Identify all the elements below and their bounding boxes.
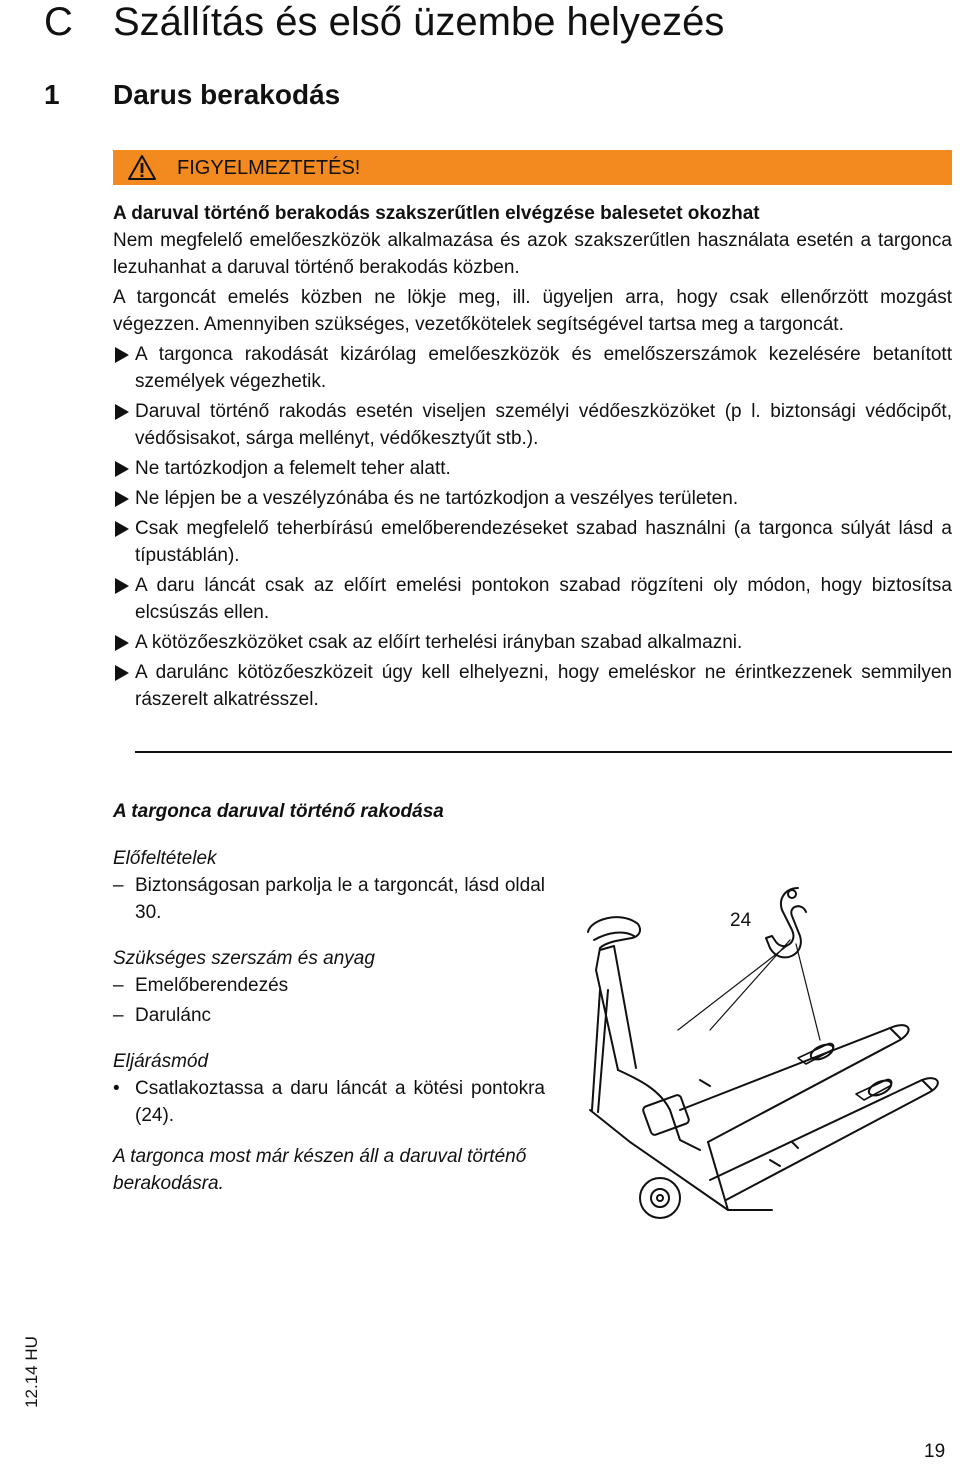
tools-heading: Szükséges szerszám és anyag (113, 948, 375, 969)
arrow-right-icon (115, 578, 129, 594)
prerequisites-heading: Előfeltételek (113, 848, 217, 869)
warning-banner (113, 150, 952, 185)
section-number: 1 (44, 79, 60, 110)
warning-step: A darulánc kötözőeszközeit úgy kell elhelyezni, hogy emeléskor ne érintkezzenek semmilyen rászerelt alkatrésszel. (113, 659, 952, 713)
warning-step: A targonca rakodását kizárólag emelőeszközök és emelőszerszámok kezelésére betanított személyek végezhetik. (113, 341, 952, 395)
arrow-right-icon (115, 635, 129, 651)
method-heading: Eljárásmód (113, 1051, 209, 1072)
document-code: 12.14 HU (22, 1336, 41, 1408)
warning-triangle-icon (127, 154, 157, 181)
warning-step: A kötözőeszközöket csak az előírt terhelési irányban szabad alkalmazni. (113, 629, 952, 656)
arrow-right-icon (115, 665, 129, 681)
warning-paragraph: Nem megfelelő emelőeszközök alkalmazása és azok szakszerűtlen használata esetén a targonca lezuhanhat a daruval történő berakodás közben. (113, 230, 952, 278)
callout-label: 24 (730, 910, 752, 931)
warning-step: Ne lépjen be a veszélyzónába és ne tartózkodjon a veszélyes területen. (113, 485, 952, 512)
tool-item: – Darulánc (113, 1005, 212, 1026)
tool-item: – Emelőberendezés (113, 975, 289, 996)
warning-step: Csak megfelelő teherbírású emelőberendezéseket szabad használni (a targonca súlyát lásd a típustáblán). (113, 515, 952, 569)
arrow-right-icon (115, 521, 129, 537)
method-item: • Csatlakoztassa a daru láncát a kötési pontokra (24). (113, 1078, 545, 1126)
chapter-number: C (44, 0, 73, 44)
section-title: Darus berakodás (113, 79, 341, 110)
warning-end-rule (135, 751, 952, 753)
procedure-title: A targonca daruval történő rakodása (113, 801, 444, 822)
warning-step: Ne tartózkodjon a felemelt teher alatt. (113, 455, 952, 482)
warning-headline: A daruval történő berakodás szakszerűtlen elvégzése balesetet okozhat (113, 203, 760, 224)
chapter-title: Szállítás és első üzembe helyezés (113, 0, 725, 44)
arrow-right-icon (115, 491, 129, 507)
arrow-right-icon (115, 347, 129, 363)
procedure-result: A targonca most már készen áll a daruval történő berakodásra. (113, 1146, 527, 1194)
page-number: 19 (924, 1441, 946, 1462)
warning-steps (113, 341, 952, 713)
pallet-truck-drawing (560, 880, 952, 1230)
arrow-right-icon (115, 461, 129, 477)
warning-step: A daru láncát csak az előírt emelési pontokon szabad rögzíteni oly módon, hogy biztosítsa elcsúszás ellen. (113, 572, 952, 626)
warning-body (113, 200, 952, 713)
arrow-right-icon (115, 404, 129, 420)
pallet-truck-illustration (560, 880, 952, 1230)
warning-paragraph: A targoncát emelés közben ne lökje meg, ill. ügyeljen arra, hogy csak ellenőrzött mozgást végezzen. Amennyiben szükséges, vezetőkötelek segítségével tartsa meg a targoncát. (113, 287, 952, 335)
prerequisite-item: – Biztonságosan parkolja le a targoncát, lásd oldal 30. (113, 875, 545, 923)
warning-step: Daruval történő rakodás esetén viseljen személyi védőeszközöket (p l. biztonsági védőcipőt, védősisakot, sárga mellényt, védőkesztyűt stb.). (113, 398, 952, 452)
warning-label: FIGYELMEZTETÉS! (177, 157, 361, 179)
procedure-column (113, 798, 545, 1197)
